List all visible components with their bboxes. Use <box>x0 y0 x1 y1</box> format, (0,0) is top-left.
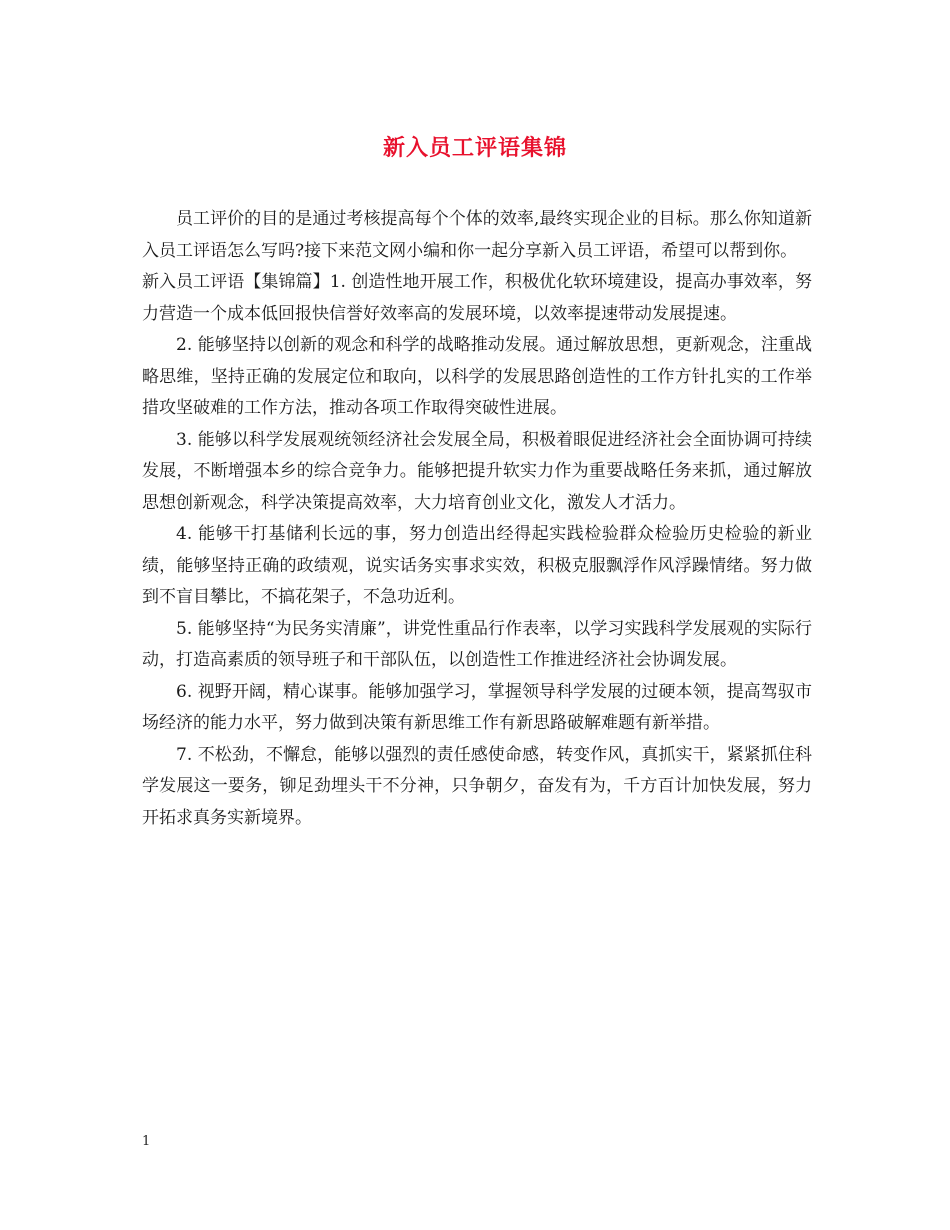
section-heading: 新入员工评语【集锦篇】 <box>142 272 330 292</box>
item-3: 3. 能够以科学发展观统领经济社会发展全局，积极着眼促进经济社会全面协调可持续发展，不断增强本乡的综合竞争力。能够把提升软实力作为重要战略任务来抓，通过解放思想创新观念，科学决策提高效率，大力培育创业文化，激发人才活力。 <box>142 429 812 513</box>
item-5: 5. 能够坚持“为民务实清廉”，讲党性重品行作表率，以学习实践科学发展观的实际行动，打造高素质的领导班子和干部队伍，以创造性工作推进经济社会协调发展。 <box>142 618 812 670</box>
item-1: 1. 创造性地开展工作，积极优化软环境建设，提高办事效率，努力营造一个成本低回报快信誉好效率高的发展环境，以效率提速带动发展提速。 <box>142 272 812 324</box>
item-7: 7. 不松劲，不懈怠，能够以强烈的责任感使命感，转变作风，真抓实干，紧紧抓住科学发展这一要务，铆足劲埋头干不分神，只争朝夕，奋发有为，千方百计加快发展，努力开拓求真务实新境界。 <box>142 744 812 828</box>
section-paragraph-1 <box>142 267 812 330</box>
page-number: 1 <box>142 1134 151 1149</box>
intro-paragraph: 员工评价的目的是通过考核提高每个个体的效率,最终实现企业的目标。那么你知道新入员工评语怎么写吗?接下来范文网小编和你一起分享新入员工评语，希望可以帮到你。 <box>142 209 812 261</box>
item-6: 6. 视野开阔，精心谋事。能够加强学习，掌握领导科学发展的过硬本领，提高驾驭市场经济的能力水平，努力做到决策有新思维工作有新思路破解难题有新举措。 <box>142 681 812 733</box>
document-body <box>142 204 812 834</box>
document-title: 新入员工评语集锦 <box>382 135 567 161</box>
item-2: 2. 能够坚持以创新的观念和科学的战略推动发展。通过解放思想，更新观念，注重战略思维，坚持正确的发展定位和取向，以科学的发展思路创造性的工作方针扎实的工作举措攻坚破难的工作方法，推动各项工作取得突破性进展。 <box>142 335 812 418</box>
item-4: 4. 能够干打基储利长远的事，努力创造出经得起实践检验群众检验历史检验的新业绩，能够坚持正确的政绩观，说实话务实事求实效，积极克服飘浮作风浮躁情绪。努力做到不盲目攀比，不搞花架子，不急功近利。 <box>142 524 812 607</box>
